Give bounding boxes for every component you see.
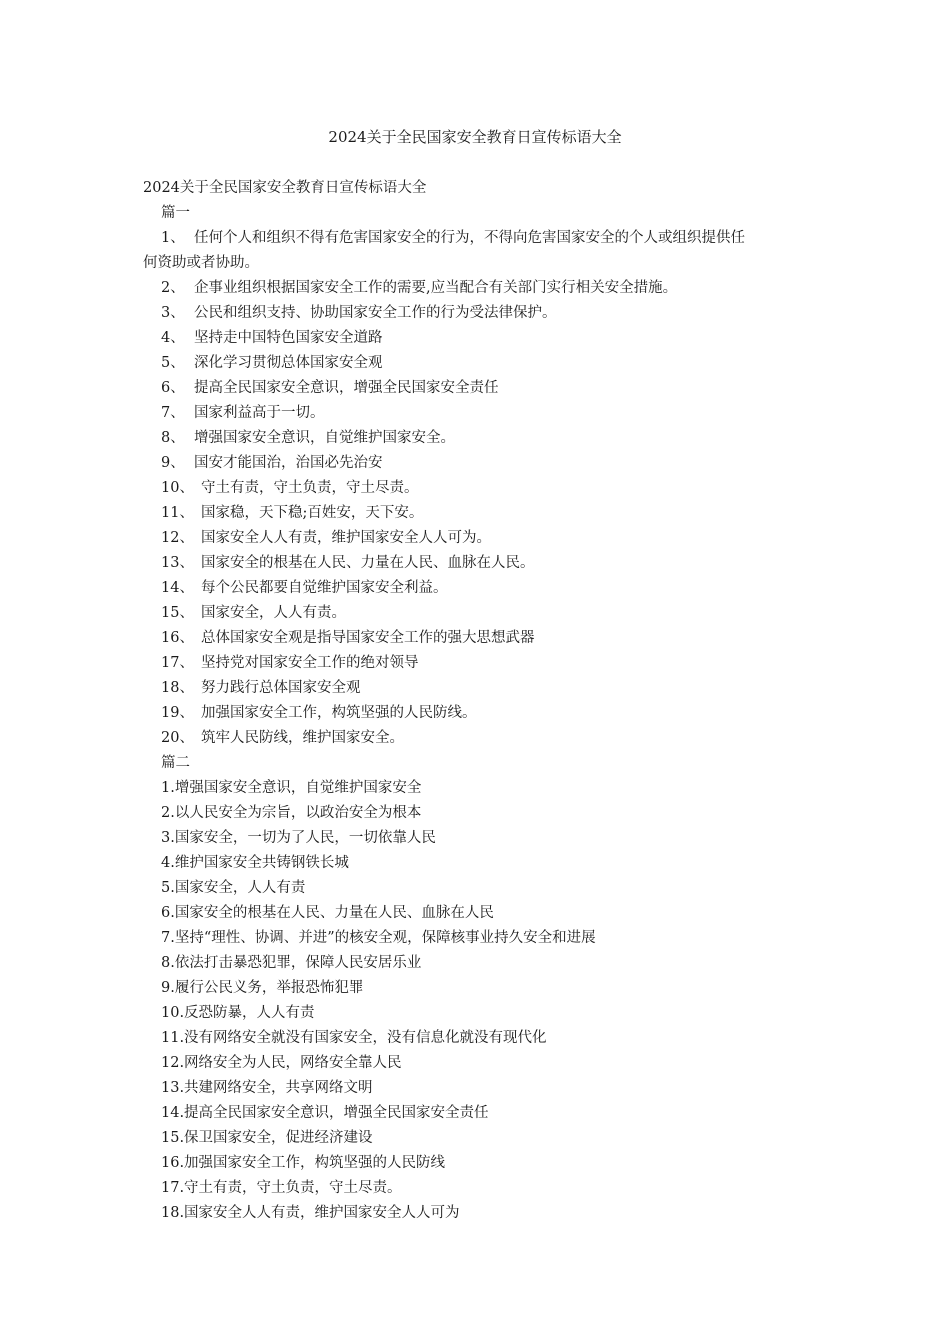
list-item: 16.加强国家安全工作，构筑坚强的人民防线 [161, 1155, 446, 1171]
section-1-list [143, 276, 813, 751]
list-item: 15.保卫国家安全，促进经济建设 [161, 1130, 373, 1146]
list-item: 12.网络安全为人民，网络安全靠人民 [161, 1055, 402, 1071]
item-text: 国安才能国治，治国必先治安 [194, 455, 383, 471]
item-number: 10、 [161, 480, 194, 496]
list-item [143, 326, 813, 351]
list-item [143, 601, 813, 626]
item-number: 13、 [161, 555, 194, 571]
list-item [143, 276, 813, 301]
list-item [143, 226, 813, 251]
item-number: 2、 [161, 280, 185, 296]
list-item: 11.没有网络安全就没有国家安全，没有信息化就没有现代化 [161, 1030, 547, 1046]
item-number: 5、 [161, 355, 185, 371]
item-text: 国家安全，人人有责。 [201, 605, 346, 621]
list-item [143, 426, 813, 451]
list-item: 3.国家安全，一切为了人民，一切依靠人民 [161, 830, 436, 846]
item-text: 加强国家安全工作，构筑坚强的人民防线。 [201, 705, 477, 721]
list-item: 4.维护国家安全共铸钢铁长城 [161, 855, 349, 871]
item-text: 公民和组织支持、协助国家安全工作的行为受法律保护。 [194, 305, 557, 321]
item-number: 18、 [161, 680, 194, 696]
list-item [143, 551, 813, 576]
list-item: 2.以人民安全为宗旨，以政治安全为根本 [161, 805, 422, 821]
item-number: 11、 [161, 505, 194, 521]
section-2-list [143, 776, 813, 1226]
section-2-heading: 篇二 [161, 755, 190, 771]
item-text-continuation: 何资助或者协助。 [143, 255, 259, 271]
list-item: 1.增强国家安全意识，自觉维护国家安全 [161, 780, 422, 796]
item-text: 国家安全的根基在人民、力量在人民、血脉在人民。 [201, 555, 535, 571]
list-item [143, 626, 813, 651]
item-number: 3、 [161, 305, 185, 321]
item-number: 14、 [161, 580, 194, 596]
item-number: 9、 [161, 455, 185, 471]
list-item: 18.国家安全人人有责，维护国家安全人人可为 [161, 1205, 460, 1221]
item-text: 坚持走中国特色国家安全道路 [194, 330, 383, 346]
list-item: 17.守土有责，守土负责，守土尽责。 [161, 1180, 402, 1196]
item-number: 16、 [161, 630, 194, 646]
item-text: 任何个人和组织不得有危害国家安全的行为，不得向危害国家安全的个人或组织提供任 [194, 230, 745, 246]
list-item [143, 401, 813, 426]
list-item [143, 701, 813, 726]
item-text: 坚持党对国家安全工作的绝对领导 [201, 655, 419, 671]
item-text: 国家利益高于一切。 [194, 405, 325, 421]
list-item [143, 576, 813, 601]
list-item [143, 351, 813, 376]
item-number: 6、 [161, 380, 185, 396]
list-item: 14.提高全民国家安全意识，增强全民国家安全责任 [161, 1105, 489, 1121]
list-item: 6.国家安全的根基在人民、力量在人民、血脉在人民 [161, 905, 494, 921]
item-text: 筑牢人民防线，维护国家安全。 [201, 730, 404, 746]
section-1-heading: 篇一 [161, 205, 190, 221]
list-item [143, 651, 813, 676]
item-number: 1、 [161, 230, 185, 246]
list-item [143, 451, 813, 476]
item-text: 增强国家安全意识，自觉维护国家安全。 [194, 430, 455, 446]
body-heading: 2024关于全民国家安全教育日宣传标语大全 [143, 180, 427, 196]
item-number: 12、 [161, 530, 194, 546]
item-number: 15、 [161, 605, 194, 621]
item-number: 4、 [161, 330, 185, 346]
list-item: 9.履行公民义务，举报恐怖犯罪 [161, 980, 364, 996]
item-number: 19、 [161, 705, 194, 721]
list-item: 5.国家安全，人人有责 [161, 880, 306, 896]
list-item [143, 476, 813, 501]
item-number: 20、 [161, 730, 194, 746]
item-number: 8、 [161, 430, 185, 446]
list-item [143, 376, 813, 401]
list-item: 10.反恐防暴，人人有责 [161, 1005, 315, 1021]
item-text: 深化学习贯彻总体国家安全观 [194, 355, 383, 371]
page-title: 2024关于全民国家安全教育日宣传标语大全 [328, 128, 622, 146]
item-text: 努力践行总体国家安全观 [201, 680, 361, 696]
item-text: 国家安全人人有责，维护国家安全人人可为。 [201, 530, 491, 546]
list-item [143, 301, 813, 326]
item-text: 国家稳，天下稳;百姓安，天下安。 [201, 505, 424, 521]
list-item [143, 676, 813, 701]
list-item: 7.坚持“理性、协调、并进”的核安全观，保障核事业持久安全和进展 [161, 930, 596, 946]
list-item [143, 526, 813, 551]
item-number: 17、 [161, 655, 194, 671]
list-item [143, 726, 813, 751]
list-item [143, 501, 813, 526]
document-body [143, 176, 813, 1226]
list-item: 13.共建网络安全，共享网络文明 [161, 1080, 373, 1096]
item-text: 守土有责，守土负责，守土尽责。 [201, 480, 419, 496]
item-text: 每个公民都要自觉维护国家安全利益。 [201, 580, 448, 596]
item-text: 提高全民国家安全意识，增强全民国家安全责任 [194, 380, 499, 396]
item-text: 总体国家安全观是指导国家安全工作的强大思想武器 [201, 630, 535, 646]
item-number: 7、 [161, 405, 185, 421]
item-text: 企事业组织根据国家安全工作的需要,应当配合有关部门实行相关安全措施。 [194, 280, 678, 296]
list-item: 8.依法打击暴恐犯罪，保障人民安居乐业 [161, 955, 422, 971]
